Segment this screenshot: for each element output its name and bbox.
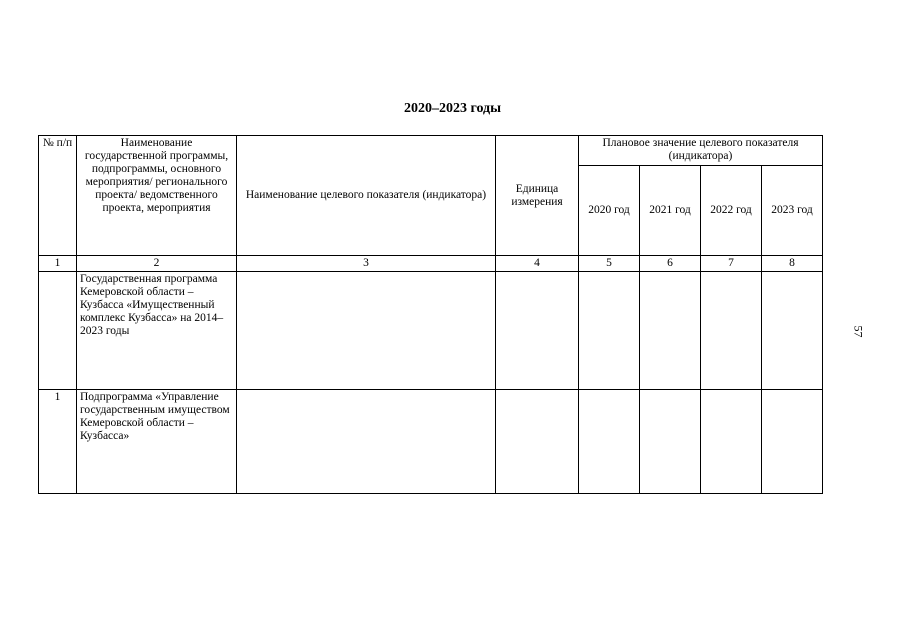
header-year-2023: 2023 год <box>762 166 823 256</box>
row-value-2022 <box>701 390 762 494</box>
header-program-name: Наименование государственной программы, подпрограммы, основного мероприятия/ регионального проекта/ ведомственного проекта, мероприятия <box>77 136 237 256</box>
row-unit <box>496 272 579 390</box>
header-year-2022: 2022 год <box>701 166 762 256</box>
row-value-2021 <box>640 390 701 494</box>
header-unit: Единица измерения <box>496 136 579 256</box>
col-number: 2 <box>77 256 237 272</box>
row-indicator <box>237 390 496 494</box>
row-value-2020 <box>579 390 640 494</box>
page-title: 2020–2023 годы <box>403 101 502 116</box>
col-number: 4 <box>496 256 579 272</box>
header-year-2021: 2021 год <box>640 166 701 256</box>
row-value-2023 <box>762 272 823 390</box>
header-row-1 <box>39 136 823 166</box>
col-number: 7 <box>701 256 762 272</box>
col-number: 5 <box>579 256 640 272</box>
header-year-2020: 2020 год <box>579 166 640 256</box>
row-num: 1 <box>39 390 77 494</box>
table-row <box>39 390 823 494</box>
header-plan-value: Плановое значение целевого показателя (индикатора) <box>579 136 823 166</box>
row-program-name: Подпрограмма «Управление государственным имуществом Кемеровской области – Кузбасса» <box>77 390 237 494</box>
row-program-name: Государственная программа Кемеровской области – Кузбасса «Имущественный комплекс Кузбасса» на 2014–2023 годы <box>77 272 237 390</box>
indicators-table <box>38 135 823 494</box>
header-num: № п/п <box>39 136 77 256</box>
table-row <box>39 272 823 390</box>
col-number: 3 <box>237 256 496 272</box>
column-number-row <box>39 256 823 272</box>
row-value-2020 <box>579 272 640 390</box>
col-number: 1 <box>39 256 77 272</box>
row-value-2023 <box>762 390 823 494</box>
row-indicator <box>237 272 496 390</box>
col-number: 6 <box>640 256 701 272</box>
row-unit <box>496 390 579 494</box>
page-number: 57 <box>851 325 866 338</box>
header-indicator-name: Наименование целевого показателя (индикатора) <box>237 136 496 256</box>
col-number: 8 <box>762 256 823 272</box>
row-value-2022 <box>701 272 762 390</box>
row-num <box>39 272 77 390</box>
row-value-2021 <box>640 272 701 390</box>
